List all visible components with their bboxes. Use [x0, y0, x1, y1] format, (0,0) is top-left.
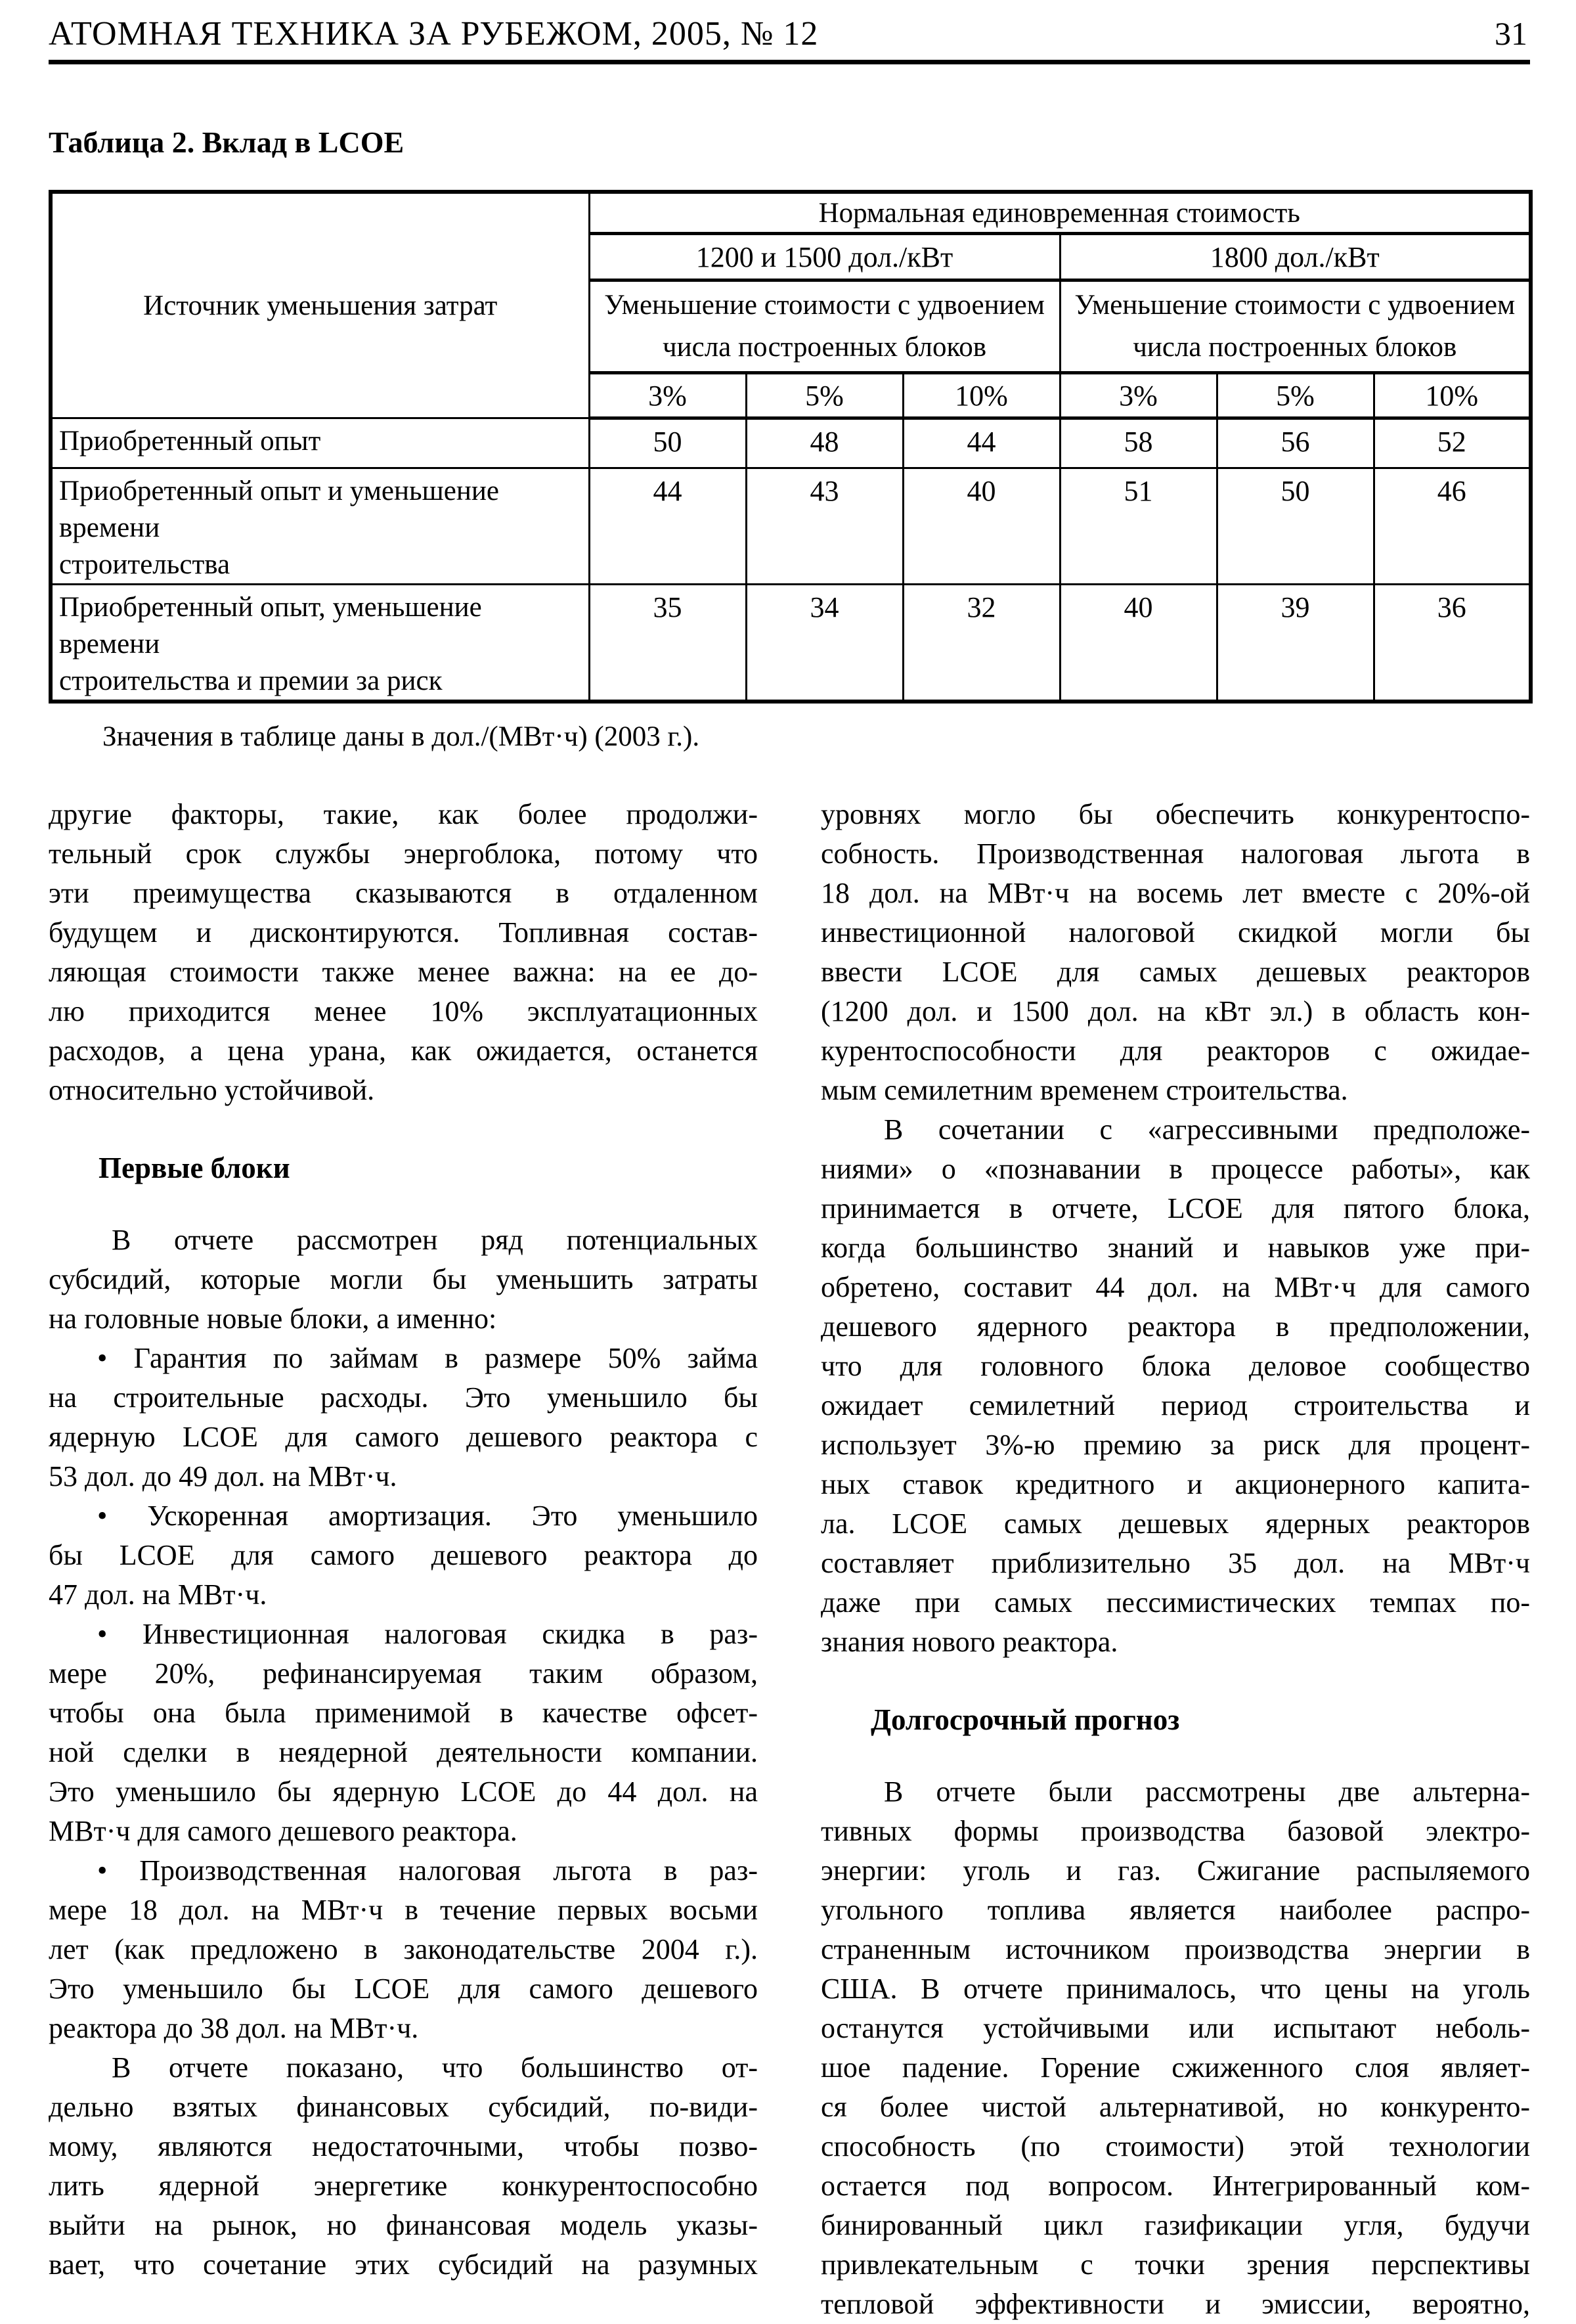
rate-header: 5% — [1217, 373, 1374, 418]
value-cell: 50 — [1217, 468, 1374, 585]
heading-first-units: Первые блоки — [98, 1151, 290, 1184]
value-cell: 44 — [903, 418, 1060, 468]
value-cell: 51 — [1060, 468, 1217, 585]
rate-header: 3% — [589, 373, 746, 418]
rate-header: 5% — [746, 373, 903, 418]
row-label: Приобретенный опыт и уменьшение времени строительства — [51, 468, 589, 585]
paragraph-competitiveness: уровнях могло бы обеспечить конкурентоспо- собность. Производственная налоговая льгота в 18 дол. на МВт·ч на восемь лет вместе с 20%-ой инвестиционной налоговой скидкой могли бы ввести LCOE для самых дешевых реакторов (1200 дол. и 1500 дол. на кВт эл.) в область кон- курентоспособности для реакторов с ожидае- мым семилетним временем строительства. — [821, 798, 1530, 1106]
value-cell: 48 — [746, 418, 903, 468]
value-cell: 52 — [1374, 418, 1531, 468]
rate-header: 10% — [903, 373, 1060, 418]
paragraph-aggressive-assumptions: В сочетании с «агрессивными предположе- ниями» о «познавании в процессе работы», как принимается в отчете, LCOE для пятого блока, когда большинство знаний и навыков уже при- обретено, составит 44 дол. на МВт·ч для самого дешевого ядерного реактора в предположении, что для головного блока деловое сообщество ожидает семилетний период строительства и использует 3%-ю премию за риск для процент- ных ставок кредитного и акционерного капита- ла. LCOE самых дешевых ядерных реакторов составляет приблизительно 35 дол. на МВт·ч даже при самых пессимистических темпах по- знания нового реактора. — [821, 1113, 1530, 1658]
value-cell: 50 — [589, 418, 746, 468]
bullet-production-tax-credit: • Производственная налоговая льгота в раз- мере 18 дол. на МВт·ч в течение первых восьми лет (как предложено в законодательстве 2004 г.). Это уменьшило бы LCOE для самого дешевого реактора до 38 дол. на МВт·ч. — [49, 1854, 758, 2044]
row-label: Приобретенный опыт — [51, 418, 589, 468]
page-header — [49, 14, 1530, 64]
table-row — [51, 468, 1531, 585]
page-number: 31 — [1495, 15, 1527, 52]
subgroup-subtitle: Уменьшение стоимости с удвоением числа построенных блоков — [1060, 280, 1531, 373]
value-cell: 34 — [746, 585, 903, 702]
source-column-header: Источник уменьшения затрат — [51, 192, 589, 418]
right-column — [821, 795, 1530, 2324]
paragraph-alternatives: В отчете были рассмотрены две альтерна- тивных формы производства базовой электро- энергии: уголь и газ. Сжигание распыляемого угольного топлива является наиболее распро- страненным источником производства энергии в США. В отчете принималось, что цены на уголь останутся устойчивыми или испытают неболь- шое падение. Горение сжиженного слоя являет- ся более чистой альтернативой, но конкуренто- способность (по стоимости) этой технологии остается под вопросом. Интегрированный ком- бинированный цикл газификации угля, будучи привлекательным с точки зрения перспективы тепловой эффективности и эмиссии, вероятно, — [821, 1776, 1530, 2320]
subgroup-subtitle: Уменьшение стоимости с удвоением числа построенных блоков — [589, 280, 1060, 373]
group-header: Нормальная единовременная стоимость — [589, 192, 1531, 234]
value-cell: 46 — [1374, 468, 1531, 585]
value-cell: 56 — [1217, 418, 1374, 468]
bullet-loan-guarantee: • Гарантия по займам в размере 50% займа на строительные расходы. Это уменьшило бы ядерную LCOE для самого дешевого реактора с 53 дол. до 49 дол. на МВт·ч. — [49, 1342, 758, 1492]
subgroup-header-1200-1500: 1200 и 1500 дол./кВт — [589, 234, 1060, 280]
bullet-investment-tax-credit: • Инвестиционная налоговая скидка в раз- мере 20%, рефинансируемая таким образом, чтобы она была применимой в качестве офсет- ной сделки в неядерной деятельности компании. Это уменьшило бы ядерную LCOE до 44 дол. на МВт·ч для самого дешевого реактора. — [49, 1618, 758, 1847]
rate-header: 10% — [1374, 373, 1531, 418]
value-cell: 35 — [589, 585, 746, 702]
continuation-paragraph: другие факторы, такие, как более продолжи- тельный срок службы энергоблока, потому что эти преимущества сказываются в отдаленном будущем и дисконтируются. Топливная состав- ляющая стоимости также менее важна: на ее до- лю приходится менее 10% эксплуатационных расходов, а цена урана, как ожидается, останется относительно устойчивой. — [49, 798, 758, 1106]
value-cell: 32 — [903, 585, 1060, 702]
heading-long-term-forecast: Долгосрочный прогноз — [871, 1703, 1180, 1736]
table-footnote: Значения в таблице даны в дол./(МВт·ч) (2003 г.). — [102, 721, 700, 752]
value-cell: 44 — [589, 468, 746, 585]
value-cell: 58 — [1060, 418, 1217, 468]
masthead — [49, 14, 1530, 53]
value-cell: 40 — [903, 468, 1060, 585]
table-row — [51, 585, 1531, 702]
table-caption: Таблица 2. Вклад в LCOE — [49, 125, 405, 159]
subgroup-header-1800: 1800 дол./кВт — [1060, 234, 1531, 280]
value-cell: 36 — [1374, 585, 1531, 702]
lcoe-table — [49, 190, 1533, 704]
value-cell: 43 — [746, 468, 903, 585]
header-rule — [49, 60, 1530, 64]
journal-title: АТОМНАЯ ТЕХНИКА ЗА РУБЕЖОМ, 2005, № 12 — [49, 15, 819, 53]
left-column — [49, 795, 758, 2324]
table-header-row-group — [51, 192, 1531, 234]
table-row — [51, 418, 1531, 468]
row-label: Приобретенный опыт, уменьшение времени строительства и премии за риск — [51, 585, 589, 702]
value-cell: 39 — [1217, 585, 1374, 702]
bullet-accelerated-depreciation: • Ускоренная амортизация. Это уменьшило бы LCOE для самого дешевого реактора до 47 дол. на МВт·ч. — [49, 1500, 758, 1611]
text-columns — [49, 795, 1530, 2324]
paragraph-subsidies-intro: В отчете рассмотрен ряд потенциальных субсидий, которые могли бы уменьшить затраты на головные новые блоки, а именно: — [49, 1224, 758, 1335]
rate-header: 3% — [1060, 373, 1217, 418]
value-cell: 40 — [1060, 585, 1217, 702]
paragraph-subsidies-conclusion: В отчете показано, что большинство от- дельно взятых финансовых субсидий, по-види- мому, являются недостаточными, чтобы позво- лить ядерной энергетике конкурентоспособно выйти на рынок, но финансовая модель указы- вает, что сочетание этих субсидий на разумных — [49, 2051, 758, 2281]
